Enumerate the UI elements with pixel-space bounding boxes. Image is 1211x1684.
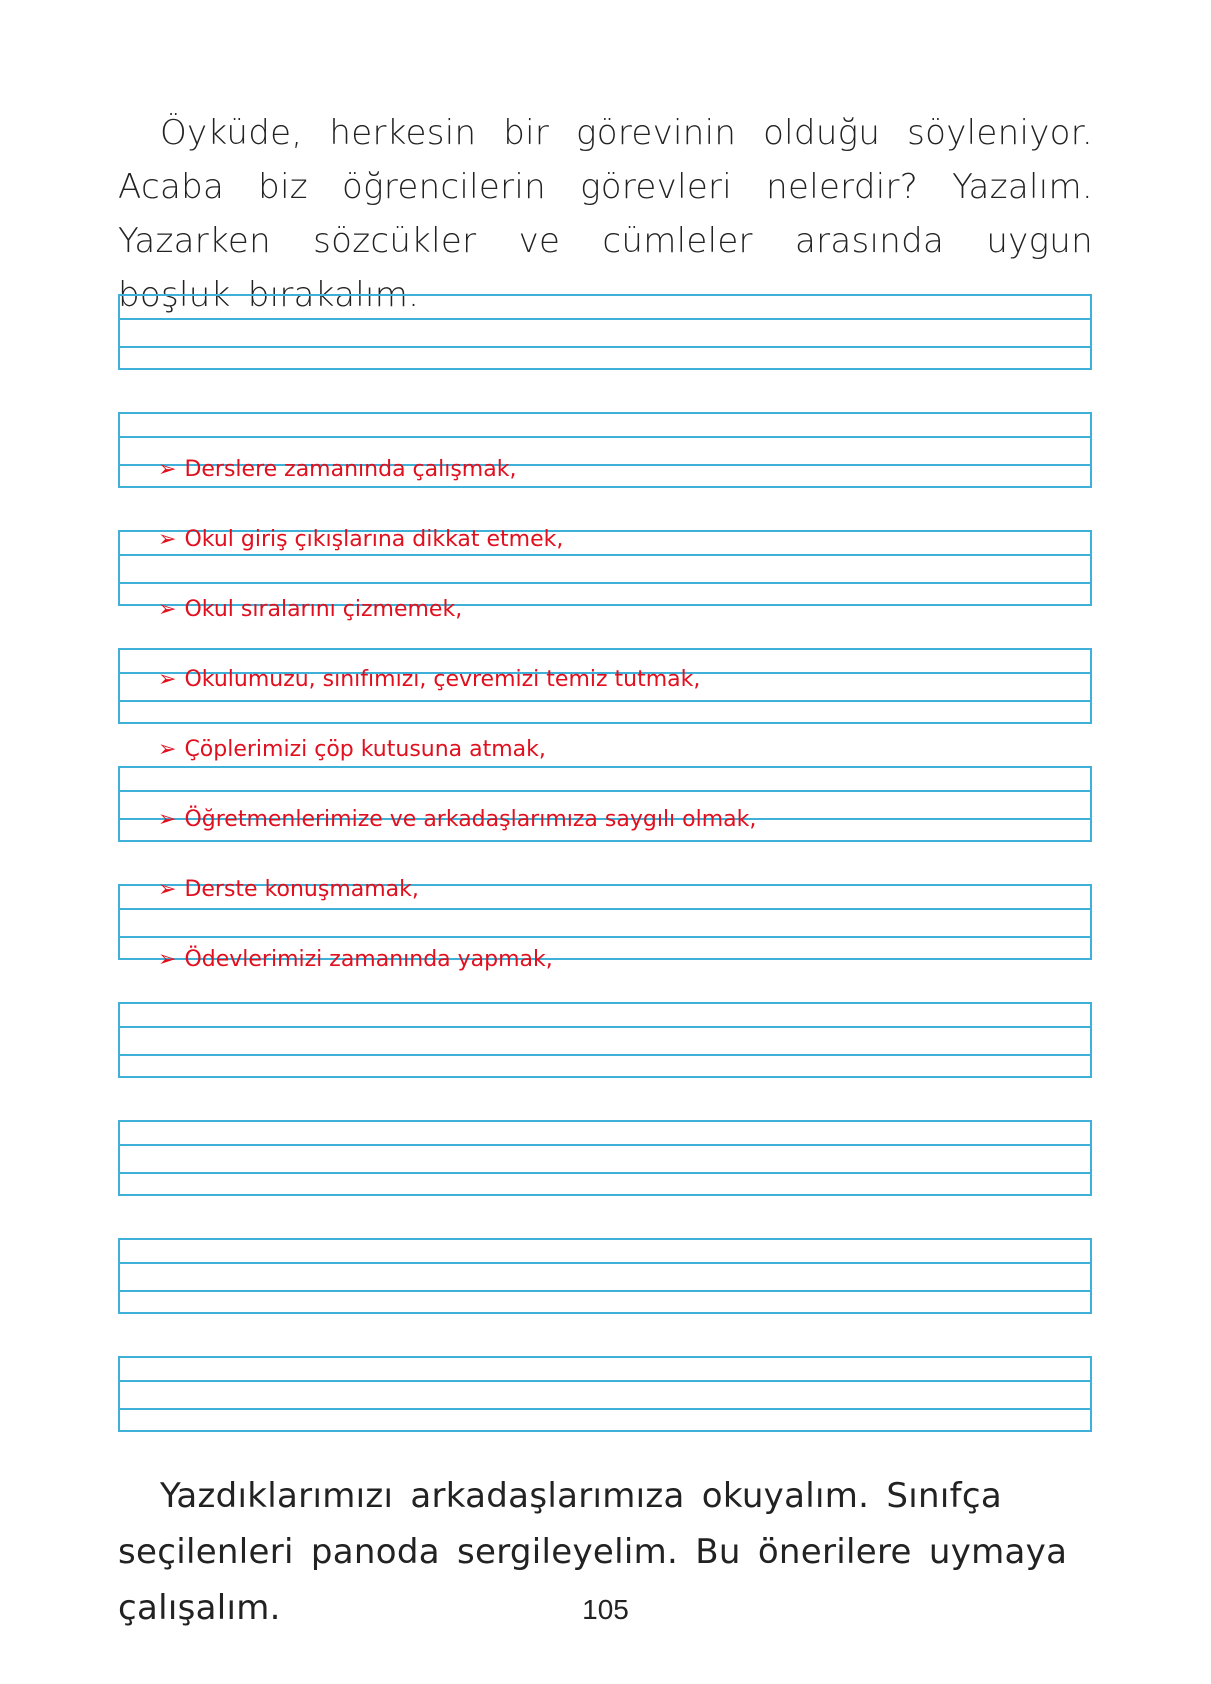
instruction-paragraph: Öyküde, herkesin bir görevinin olduğu söyleniyor. Acaba biz öğrencilerin görevleri nelerdir? Yazalım. Yazarken sözcükler ve cümleler arasında uygun boşluk bırakalım. xyxy=(118,113,1093,315)
arrow-bullet-icon: ➢ xyxy=(158,877,177,902)
writing-lines-10[interactable] xyxy=(118,1356,1092,1432)
answer-text: Derslere zamanında çalışmak, xyxy=(184,457,517,482)
page-number: 105 xyxy=(582,1594,629,1625)
arrow-bullet-icon: ➢ xyxy=(158,947,177,972)
answer-item-5 xyxy=(158,736,546,764)
arrow-bullet-icon: ➢ xyxy=(158,527,177,552)
writing-lines-7[interactable] xyxy=(118,1002,1092,1078)
answer-item-6 xyxy=(158,806,756,834)
answer-text: Derste konuşmamak, xyxy=(184,877,419,902)
closing-paragraph: Yazdıklarımızı arkadaşlarımıza okuyalım. Sınıfça seçilenleri panoda sergileyelim. Bu önerilere uymaya çalışalım. xyxy=(118,1476,1068,1628)
arrow-bullet-icon: ➢ xyxy=(158,457,177,482)
writing-lines-1[interactable] xyxy=(118,294,1092,370)
answer-text: Ödevlerimizi zamanında yapmak, xyxy=(184,947,553,972)
answer-text: Okul sıralarını çizmemek, xyxy=(184,597,463,622)
answer-item-3 xyxy=(158,596,462,624)
answer-text: Öğretmenlerimize ve arkadaşlarımıza saygılı olmak, xyxy=(184,807,757,832)
answer-item-7 xyxy=(158,876,419,904)
arrow-bullet-icon: ➢ xyxy=(158,737,177,762)
answer-item-2 xyxy=(158,526,563,554)
writing-lines-9[interactable] xyxy=(118,1238,1092,1314)
answer-text: Çöplerimizi çöp kutusuna atmak, xyxy=(184,737,546,762)
arrow-bullet-icon: ➢ xyxy=(158,597,177,622)
answer-item-1 xyxy=(158,456,516,484)
answer-text: Okulumuzu, sınıfımızı, çevremizi temiz tutmak, xyxy=(184,667,701,692)
answer-item-4 xyxy=(158,666,700,694)
answer-item-8 xyxy=(158,946,553,974)
arrow-bullet-icon: ➢ xyxy=(158,667,177,692)
answer-text: Okul giriş çıkışlarına dikkat etmek, xyxy=(184,527,564,552)
arrow-bullet-icon: ➢ xyxy=(158,807,177,832)
writing-lines-8[interactable] xyxy=(118,1120,1092,1196)
